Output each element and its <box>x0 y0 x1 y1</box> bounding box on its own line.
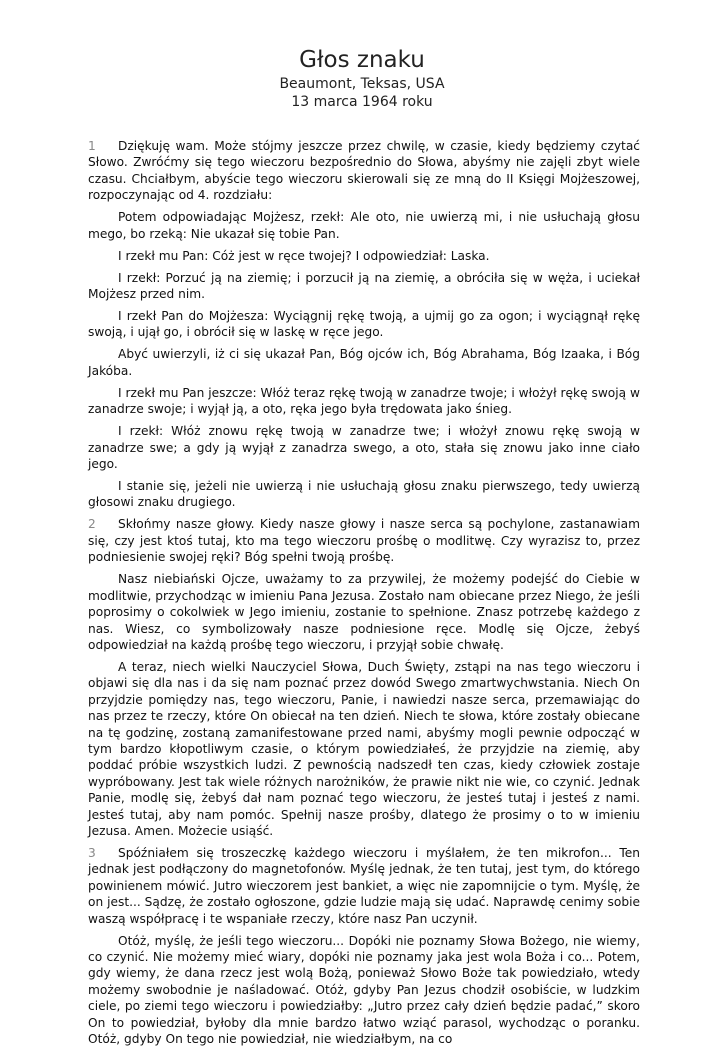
scripture-verse <box>88 248 640 264</box>
paragraph-text: Nasz niebiański Ojcze, uważamy to za przywilej, że możemy podejść do Ciebie w modlitwie, przychodząc w imieniu Pana Jezusa. Zostało nam obiecane przez Niego, że jeśli poprosimy o cokolwiek w Jego imieniu, zostanie to spełnione. Znasz potrzebę każdego z nas. Wiesz, co symbolizowały nasze podniesione ręce. Modlę się Ojcze, żebyś odpowiedział na każdą prośbę tego wieczoru, i przyjął sobie chwałę. <box>88 572 640 652</box>
paragraph <box>88 933 640 1048</box>
document-title: Głos znaku <box>299 47 425 73</box>
scripture-verse <box>88 308 640 341</box>
scripture-verse <box>88 478 640 511</box>
paragraph-2 <box>88 516 640 565</box>
scripture-verse <box>88 346 640 379</box>
scripture-verse <box>88 209 640 242</box>
paragraph-text: Abyć uwierzyli, iż ci się ukazał Pan, Bóg ojców ich, Bóg Abrahama, Bóg Izaaka, i Bóg Jakóba. <box>88 347 640 378</box>
paragraph <box>88 659 640 839</box>
paragraph-number: 1 <box>88 139 96 153</box>
scripture-verse <box>88 423 640 472</box>
scripture-verse <box>88 270 640 303</box>
paragraph-1 <box>88 138 640 204</box>
scripture-verse <box>88 385 640 418</box>
document-body <box>88 138 640 1053</box>
paragraph-text: Skłońmy nasze głowy. Kiedy nasze głowy i nasze serca są pochylone, zastanawiam się, czy jest ktoś tutaj, kto ma tego wieczoru prośbę o modlitwę. Czy wyrazisz to, przez podniesienie swojej ręki? Bóg spełni twoją prośbę. <box>88 517 640 565</box>
paragraph-text: I rzekł mu Pan jeszcze: Włóż teraz rękę twoją w zanadrze twoje; i włożył rękę swoją w zanadrze swoje; i wyjął ją, a oto, ręka jego była trędowata jako śnieg. <box>88 385 640 417</box>
paragraph-text: I stanie się, jeżeli nie uwierzą i nie usłuchają głosu znaku pierwszego, tedy uwierzą głosowi znaku drugiego. <box>88 479 640 510</box>
paragraph-text: I rzekł mu Pan: Cóż jest w ręce twojej? I odpowiedział: Laska. <box>118 248 490 263</box>
document-location: Beaumont, Teksas, USA <box>279 76 445 92</box>
paragraph-3 <box>88 845 640 927</box>
paragraph-text: Dziękuję wam. Może stójmy jeszcze przez chwilę, w czasie, kiedy będziemy czytać Słowo. Zwróćmy się tego wieczoru bezpośrednio do Słowa, abyśmy nie zajęli zbyt wiele czasu. Chciałbym, abyście tego wieczoru skierowali się ze mną do II Księgi Mojżeszowej, rozpoczynając od 4. rozdziału: <box>88 139 640 203</box>
paragraph-text: Potem odpowiadając Mojżesz, rzekł: Ale oto, nie uwierzą mi, i nie usłuchają głosu mego, bo rzeką: Nie ukazał się tobie Pan. <box>88 210 640 241</box>
paragraph-number: 3 <box>88 845 96 860</box>
paragraph-text: I rzekł: Włóż znowu rękę twoją w zanadrze twe; i włożył znowu rękę swoją w zanadrze swe; a gdy ją wyjął z zanadrza swego, a oto, stała się znowu jako inne ciało jego. <box>88 424 640 472</box>
paragraph-text: I rzekł: Porzuć ją na ziemię; i porzucił ją na ziemię, a obróciła się w węża, i uciekał Mojżesz przed nim. <box>88 270 640 302</box>
document-date: 13 marca 1964 roku <box>291 94 433 110</box>
paragraph-text: Otóż, myślę, że jeśli tego wieczoru... Dopóki nie poznamy Słowa Bożego, nie wiemy, co czynić. Nie możemy mieć wiary, dopóki nie poznamy jaka jest wola Boża i co... Potem, gdy wiemy, że dana rzecz jest wolą Bożą, ponieważ Słowo Boże tak powiedziało, wtedy możemy swobodnie je naśladować. Otóż, gdyby Pan Jezus chodził osobiście, w ludzkim ciele, po ziemi tego wieczoru i powiedziałby: „Jutro przez cały dzień będzie padać,” skoro On to powiedział, byłoby dla mnie bardzo łatwo wziąć parasol, wychodząc o poranku. Otóż, gdyby On tego nie powiedział, nie wiedziałbym, na co <box>88 933 640 1047</box>
paragraph-text: Spóźniałem się troszeczkę każdego wieczoru i myślałem, że ten mikrofon... Ten jednak jest podłączony do magnetofonów. Myślę jednak, że ten tutaj, jest tym, do którego powinienem mówić. Jutro wieczorem jest bankiet, a więc nie zapomnijcie o tym. Myślę, że on jest... Sądzę, że zostało ogłoszone, gdzie ludzie mają się udać. Naprawdę cenimy sobie waszą współpracę i te wspaniałe rzeczy, które nasz Pan uczynił. <box>88 845 640 926</box>
paragraph-text: A teraz, niech wielki Nauczyciel Słowa, Duch Święty, zstąpi na nas tego wieczoru i objawi się dla nas i da się nam poznać przez dowód Swego zmartwychwstania. Niech On przyjdzie pomiędzy nas, tego wieczoru, Panie, i nawiedzi nasze serca, przemawiając do nas przez te rzeczy, które On obiecał na ten dzień. Niech te słowa, które zostały obiecane na tę godzinę, zostaną zamanifestowane przed nami, abyśmy mogli pewnie odpocząć w tym bardzo kłopotliwym czasie, o którym powiedziałeś, że przyjdzie na ziemię, aby poddać próbie wszystkich ludzi. Z pewnością nadszedł ten czas, kiedy człowiek zostaje wypróbowany. Jest tak wiele różnych narożników, że prawie nikt nie wie, co czynić. Jednak Panie, modlę się, żebyś dał nam poznać tego wieczoru, że jesteś tutaj i jesteś z nami. Jesteś tutaj, aby nam pomóc. Spełnij nasze prośby, dlatego że prosimy o to w imieniu Jezusa. Amen. Możecie usiąść. <box>88 659 640 838</box>
paragraph-number: 2 <box>88 517 96 532</box>
paragraph-text: I rzekł Pan do Mojżesza: Wyciągnij rękę twoją, a ujmij go za ogon; i wyciągnął rękę swoją, i ujął go, i obrócił się w laskę w ręce jego. <box>88 309 640 340</box>
paragraph <box>88 571 640 653</box>
